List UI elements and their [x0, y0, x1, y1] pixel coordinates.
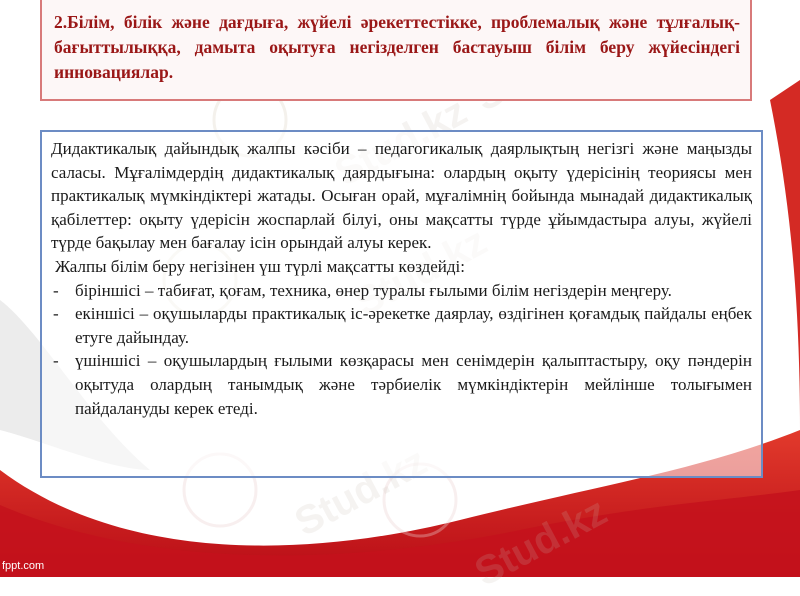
slide-title-box [40, 0, 752, 101]
list-item [51, 279, 752, 303]
body-lead: Жалпы білім беру негізінен үш түрлі мақсатты көздейді: [55, 256, 466, 276]
footer-logo: fppt.com [2, 560, 45, 572]
list-item-text: үшіншісі – оқушылардың ғылыми көзқарасы мен сенімдерін қалыптастыру, оқу пәндерін оқытуда олардың танымдық және тәрбиелік мүмкіндіктерін мейлінше толығымен пайдалануды керек етеді. [75, 351, 752, 418]
bullet-dash: - [53, 280, 59, 300]
goals-list [51, 279, 752, 421]
slide-body-box [40, 130, 763, 478]
body-paragraph: Дидактикалық дайындық жалпы кәсіби – педагогикалық даярлықтың негізгі және маңызды саласы. Мұғалімдердің дидактикалық даярдығына: олардың оқыту үдерісінің теориясы мен практикалық мүмкіндіктері жатады. Осыған орай, мұғалімнің бойында мынадай дидактикалық қабілеттер: оқыту үдерісін жоспарлай білуі, оны мақсатты түрде ұйымдастыра алуы, жүйелі түрде бақылау мен бағалау ісін орындай алуы керек. [51, 139, 752, 253]
list-item [51, 302, 752, 349]
list-item-text: біріншісі – табиғат, қоғам, техника, өнер туралы ғылыми білім негіздерін меңгеру. [75, 280, 672, 300]
bullet-dash: - [53, 351, 59, 371]
list-item-text: екіншісі – оқушыларды практикалық іс-әрекетке даярлау, өздігінен қоғамдық пайдалы еңбек етуге дайындау. [75, 304, 752, 347]
bullet-dash: - [53, 304, 59, 324]
list-item [51, 349, 752, 420]
watermark-text: Stud.kz [287, 439, 435, 545]
slide-title: 2.Білім, білік және дағдыға, жүйелі әрекеттестікке, проблемалық және тұлғалық-бағыттылыққа, дамыта оқытуға негізделген бастауыш білім беру жүйесіндегі инновациялар. [54, 12, 740, 82]
